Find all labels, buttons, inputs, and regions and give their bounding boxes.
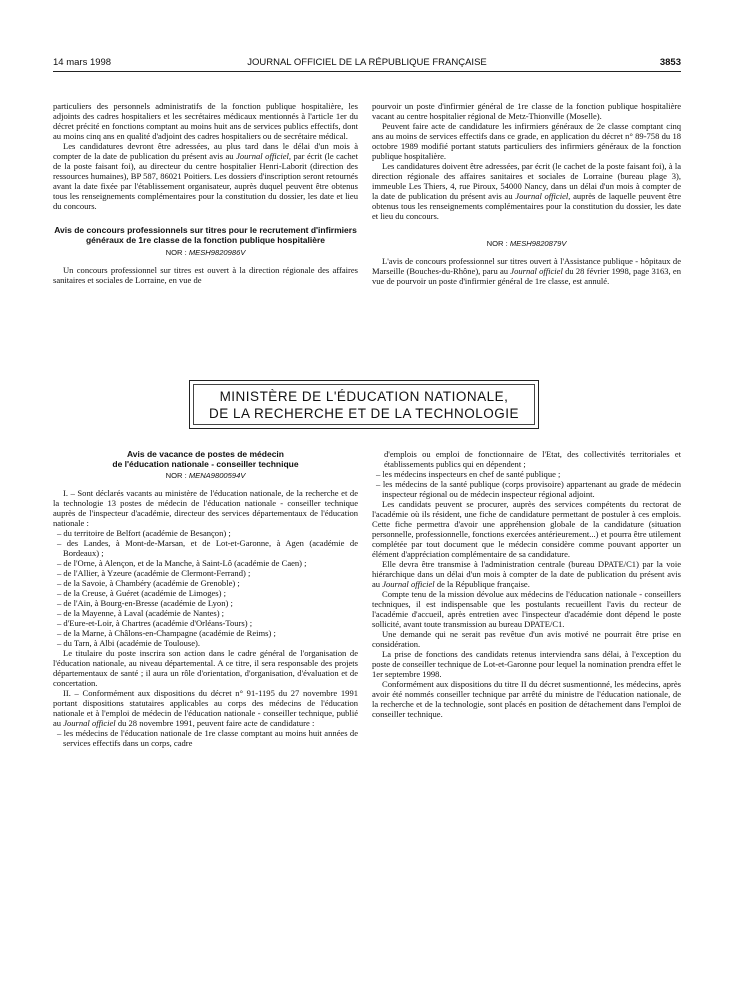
list-item: – de l'Allier, à Yzeure (académie de Clermont-Ferrand) ;	[57, 568, 251, 578]
list-item: – les médecins inspecteurs en chef de santé publique ;	[376, 469, 561, 479]
header-journal-title: JOURNAL OFFICIEL DE LA RÉPUBLIQUE FRANÇAISE	[247, 57, 487, 68]
list-item: – de l'Ain, à Bourg-en-Bresse (académie de Lyon) ;	[57, 598, 233, 608]
list-item: – des Landes, à Mont-de-Marsan, et de Lot-et-Garonne, à Agen (académie de Bordeaux) ;	[57, 538, 358, 558]
paragraph: L'avis de concours professionnel sur titres ouvert à l'Assistance publique - hôpitaux de Marseille (Bouches-du-Rhône), paru au Journal officiel du 28 février 1998, page 3163, en vue de pourvoir un poste d'infirmier général de 1re classe, est annulé.	[372, 256, 681, 286]
paragraph: Une demande qui ne serait pas revêtue d'un avis motivé ne pourrait être prise en considération.	[372, 629, 681, 649]
notice-heading: Avis de concours professionnels sur titres pour le recrutement d'infirmiers généraux de 1re classe de la fonction publique hospitalière	[54, 225, 357, 245]
notice-heading: de l'éducation nationale - conseiller technique	[112, 459, 299, 469]
paragraph: Les candidatures devront être adressées, au plus tard dans le délai d'un mois à compter de la date de publication du présent avis au Journal officiel, par écrit (le cachet de la poste faisant foi), au directeur du centre hospitalier Henri-Laborit (direction des ressources humaines), BP 587, 86021 Poitiers. Les dossiers d'inscription seront retournés avant la date fixée par l'établissement organisateur, auprès duquel peuvent être obtenus tous les renseignements complémentaires pour la constitution du dossier, les date et lieu du concours.	[53, 141, 358, 211]
bottom-right-column	[372, 449, 681, 719]
list-item: – les médecins de l'éducation nationale de 1re classe comptant au moins huit années de services effectifs dans un corps, cadre	[57, 728, 358, 748]
paragraph: Conformément aux dispositions du titre II du décret susmentionné, les médecins, après avoir été nommés conseiller technique par arrêté du ministre de l'éducation nationale, de la recherche et de la technologie, sont placés en position de détachement dans l'emploi de conseiller technique.	[372, 679, 681, 719]
paragraph: Le titulaire du poste inscrira son action dans le cadre général de l'organisation de l'éducation nationale, au niveau départemental. A ce titre, il sera responsable des projets départementaux de santé ; il aura un rôle d'orientation, d'organisation, d'évaluation et de concertation.	[53, 648, 358, 688]
ministry-line-1: MINISTÈRE DE L'ÉDUCATION NATIONALE,	[219, 389, 509, 404]
list-item: – de la Mayenne, à Laval (académie de Nantes) ;	[57, 608, 225, 618]
ministry-banner	[189, 380, 539, 429]
paragraph: Un concours professionnel sur titres est ouvert à la direction régionale des affaires sanitaires et sociales de Lorraine, en vue de	[53, 265, 358, 285]
top-left-column	[53, 101, 358, 285]
page-header	[53, 57, 681, 71]
paragraph: d'emplois ou emploi de fonctionnaire de l'Etat, des collectivités territoriales et établissements publics qui en dépendent ;	[384, 449, 681, 469]
paragraph: Elle devra être transmise à l'administration centrale (bureau DPATE/C1) par la voie hiérarchique dans un délai d'un mois à compter de la date de publication du présent avis au Journal officiel de la République française.	[372, 559, 681, 589]
list-item: – de la Creuse, à Guéret (académie de Limoges) ;	[57, 588, 226, 598]
list-item: – du territoire de Belfort (académie de Besançon) ;	[57, 528, 231, 538]
paragraph: particuliers des personnels administratifs de la fonction publique hospitalière, les adjoints des cadres hospitaliers et les secrétaires médicaux mentionnés à l'article 1er du décret précité en fonctions comptant au moins huit ans de services publics effectifs, dont au moins cinq ans en qualité d'adjoint des cadres hospitaliers ou de secrétaire médical.	[53, 101, 358, 141]
list-item: – de la Savoie, à Chambéry (académie de Grenoble) ;	[57, 578, 240, 588]
list-item: – les médecins de la santé publique (corps provisoire) appartenant au grade de médecin inspecteur régional ou de médecin inspecteur régional adjoint.	[376, 479, 681, 499]
paragraph: Les candidatures doivent être adressées, par écrit (le cachet de la poste faisant foi), à la direction régionale des affaires sanitaires et sociales de Lorraine (bureau plage 3), immeuble Les Thiers, 4, rue Piroux, 54000 Nancy, dans un délai d'un mois à compter de la date de publication du présent avis au Journal officiel, auprès de laquelle peuvent être obtenus tous les renseignements complémentaires pour la constitution du dossier, les date et lieu du concours.	[372, 161, 681, 221]
paragraph: I. – Sont déclarés vacants au ministère de l'éducation nationale, de la recherche et de la technologie 13 postes de médecin de l'éducation nationale - conseiller technique auprès de l'inspecteur d'académie, directeur des services départementaux de l'éducation nationale :	[53, 488, 358, 528]
notice-heading: Avis de vacance de postes de médecin	[126, 449, 284, 459]
paragraph: Peuvent faire acte de candidature les infirmiers généraux de 2e classe comptant cinq ans au moins de services effectifs dans ce grade, en application du décret n° 89-758 du 18 octobre 1989 modifié portant statuts particuliers des infirmiers généraux de la fonction publique hospitalière.	[372, 121, 681, 161]
list-item: – de la Marne, à Châlons-en-Champagne (académie de Reims) ;	[57, 628, 276, 638]
nor-reference: NOR : MESH9820986V	[165, 248, 246, 257]
nor-reference: NOR : MESH9820879V	[486, 239, 567, 248]
header-date: 14 mars 1998	[53, 57, 112, 68]
header-rule	[53, 71, 681, 72]
list-item: – de l'Orne, à Alençon, et de la Manche, à Saint-Lô (académie de Caen) ;	[57, 558, 307, 568]
bottom-left-column	[53, 449, 358, 748]
paragraph: Les candidats peuvent se procurer, auprès des services compétents du rectorat de l'académie où ils résident, une fiche de candidature permettant de postuler à ces emplois. Cette fiche permettra d'avoir une appréhension globale de la candidature (situation personnelle, professionnelle, fonctions exercées antérieurement...) et pourra être utilement complétée par tout document que le médecin considère comme pouvant apporter un élément d'appréciation complémentaire de sa candidature.	[372, 499, 681, 559]
paragraph: La prise de fonctions des candidats retenus interviendra sans délai, à l'exception du poste de conseiller technique de Lot-et-Garonne pour lequel la nomination prendra effet le 1er septembre 1998.	[372, 649, 681, 679]
nor-reference: NOR : MENA9800594V	[165, 471, 246, 480]
ministry-line-2: DE LA RECHERCHE ET DE LA TECHNOLOGIE	[208, 406, 520, 421]
header-page-number: 3853	[659, 57, 681, 68]
paragraph: pourvoir un poste d'infirmier général de 1re classe de la fonction publique hospitalière vacant au centre hospitalier régional de Metz-Thionville (Moselle).	[372, 101, 681, 121]
paragraph: II. – Conformément aux dispositions du décret n° 91-1195 du 27 novembre 1991 portant dispositions statutaires applicables au corps des médecins de l'éducation nationale et à l'emploi de médecin de l'éducation nationale - conseiller technique, publié au Journal officiel du 28 novembre 1991, peuvent faire acte de candidature :	[53, 688, 358, 728]
top-right-column	[372, 101, 681, 286]
paragraph: Compte tenu de la mission dévolue aux médecins de l'éducation nationale - conseillers techniques, il est indispensable que les postulants recueillent l'avis du recteur de l'académie d'accueil, après entretien avec l'inspecteur d'académie dont dépend le poste sollicité, avant toute transmission au bureau DPATE/C1.	[372, 589, 681, 629]
list-item: – d'Eure-et-Loir, à Chartres (académie d'Orléans-Tours) ;	[57, 618, 253, 628]
list-item: – du Tarn, à Albi (académie de Toulouse).	[57, 638, 201, 648]
